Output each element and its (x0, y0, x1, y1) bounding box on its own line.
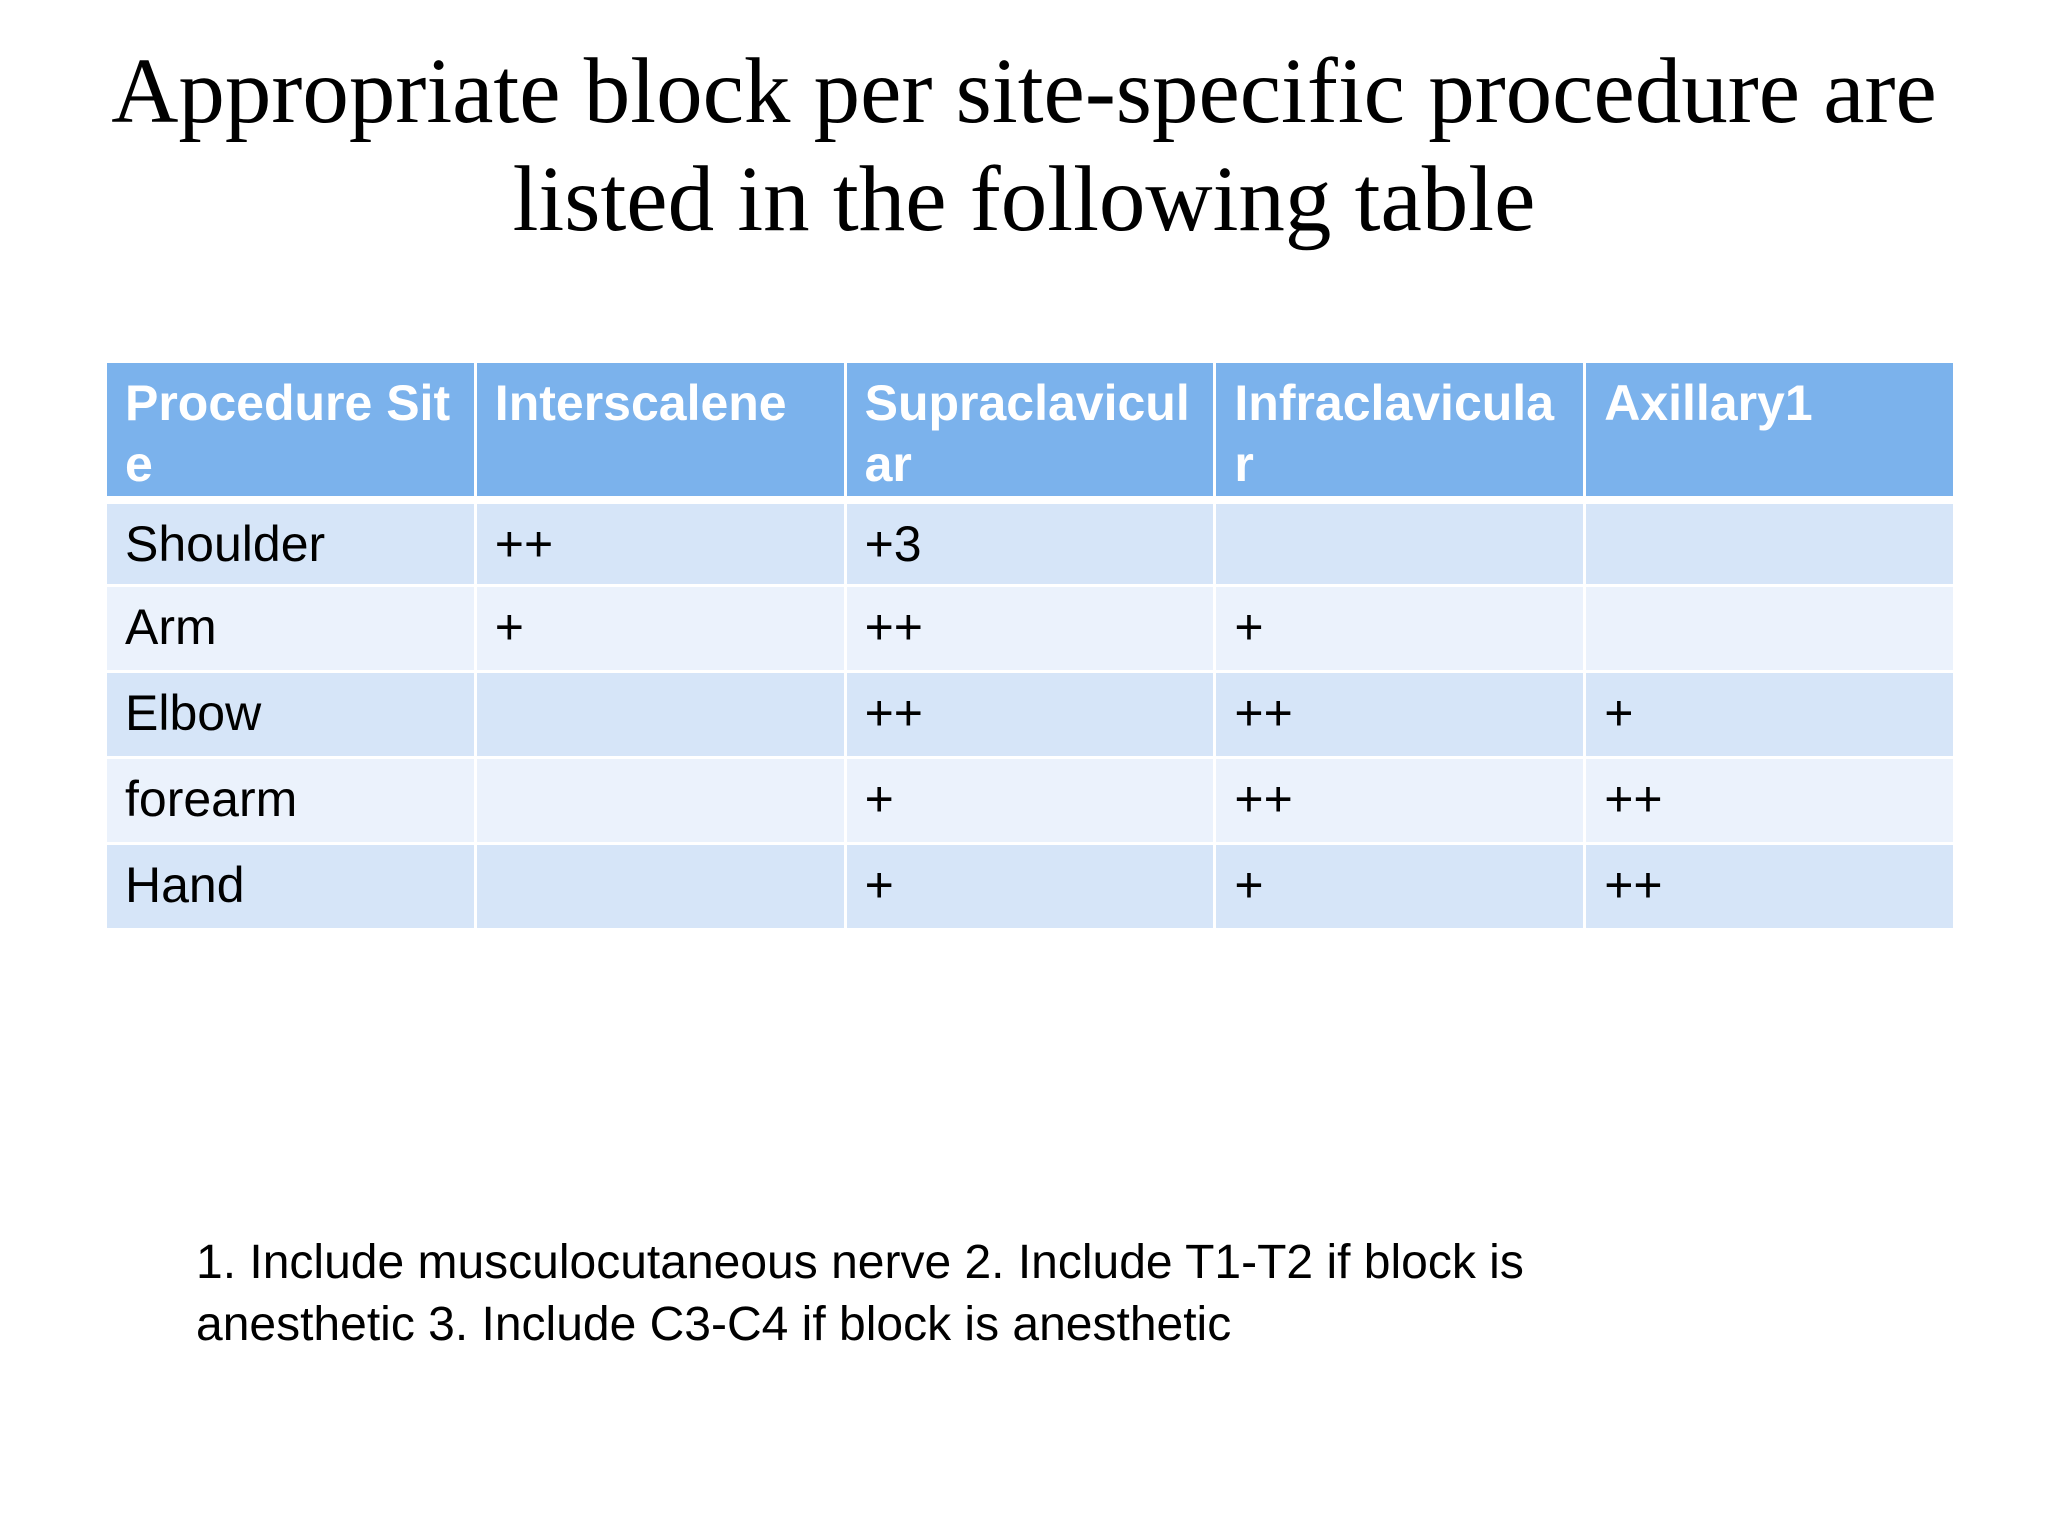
table-row-elbow (106, 672, 1955, 758)
table-header-row (106, 362, 1955, 500)
cell-interscalene: + (475, 586, 845, 672)
cell-interscalene (475, 844, 845, 930)
cell-infraclavicular (1215, 500, 1585, 586)
header-axillary: Axillary1 (1585, 362, 1955, 500)
cell-interscalene (475, 758, 845, 844)
cell-infraclavicular: + (1215, 844, 1585, 930)
cell-supraclavicular: + (845, 844, 1215, 930)
table-row-hand (106, 844, 1955, 930)
cell-axillary (1585, 500, 1955, 586)
cell-site: Arm (106, 586, 476, 672)
table-row-shoulder (106, 500, 1955, 586)
nerve-block-table (104, 360, 1956, 931)
table-row-arm (106, 586, 1955, 672)
slide-title-line-1: Appropriate block per site-specific procedure are (111, 40, 1937, 143)
header-interscalene: Interscalene (475, 362, 845, 500)
cell-supraclavicular: ++ (845, 586, 1215, 672)
cell-infraclavicular: ++ (1215, 758, 1585, 844)
cell-site: Shoulder (106, 500, 476, 586)
cell-site: Elbow (106, 672, 476, 758)
cell-supraclavicular: + (845, 758, 1215, 844)
cell-axillary: ++ (1585, 844, 1955, 930)
cell-supraclavicular: +3 (845, 500, 1215, 586)
header-supraclavicular: Supraclavicular (845, 362, 1215, 500)
cell-axillary: ++ (1585, 758, 1955, 844)
header-infraclavicular: Infraclavicular (1215, 362, 1585, 500)
header-procedure-site: Procedure Site (106, 362, 476, 500)
cell-infraclavicular: ++ (1215, 672, 1585, 758)
slide-title-line-2: listed in the following table (512, 148, 1536, 251)
cell-site: forearm (106, 758, 476, 844)
cell-supraclavicular: ++ (845, 672, 1215, 758)
cell-infraclavicular: + (1215, 586, 1585, 672)
cell-axillary (1585, 586, 1955, 672)
cell-site: Hand (106, 844, 476, 930)
slide-title (0, 38, 2048, 254)
table-row-forearm (106, 758, 1955, 844)
cell-interscalene: ++ (475, 500, 845, 586)
table-footnote: 1. Include musculocutaneous nerve 2. Include T1-T2 if block is anesthetic 3. Include C3-C4 if block is anesthetic (196, 1236, 1524, 1351)
cell-interscalene (475, 672, 845, 758)
cell-axillary: + (1585, 672, 1955, 758)
